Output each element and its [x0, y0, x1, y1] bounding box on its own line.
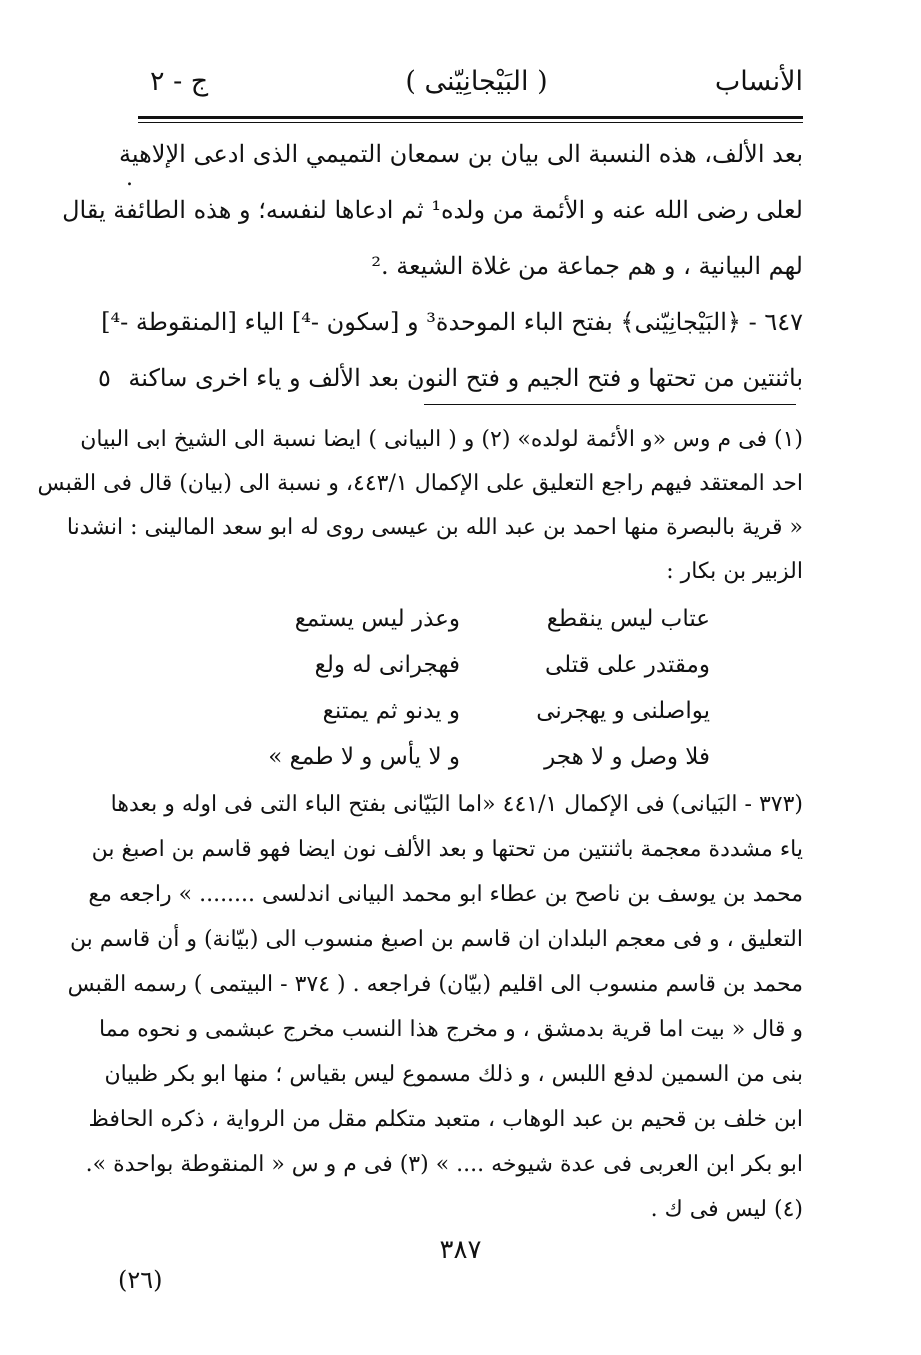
footnote-line: التعليق ، و فى معجم البلدان ان قاسم بن اصبغ منسوب الى (بيّانة) و أن قاسم بن: [69, 927, 803, 952]
poem-second-hemistich: و يدنو ثم يمتنع: [322, 698, 460, 724]
main-text: [62, 126, 803, 406]
poem-first-hemistich: ومقتدر على قتلى: [544, 652, 710, 678]
signature-mark: (٢٦): [118, 1266, 163, 1294]
header-rule-thick: [138, 116, 803, 119]
poem-verse: [240, 642, 710, 688]
header-volume: ج - ٢: [150, 66, 209, 97]
footnotes-top: [37, 418, 803, 594]
footnote-line: محمد بن قاسم منسوب الى اقليم (بيّان) فراجعه . ( ٣٧٤ - البيتمى ) رسمه القبس: [67, 972, 803, 997]
footnote-line: « قرية بالبصرة منها احمد بن عبد الله بن عيسى روى له ابو سعد المالينى : انشدنا: [66, 515, 803, 540]
poem-verse: [240, 688, 710, 734]
body-line: بعد الألف، هذه النسبة الى بيان بن سمعان التميمي الذى ادعى الإلاهية: [119, 140, 803, 168]
body-line: ٦٤٧ - ﴿البَيْجانِيّنى﴾ بفتح الباء الموحدة³ و [سكون -⁴] الياء [المنقوطة -⁴]: [101, 308, 803, 336]
footnote-line: ياء مشددة معجمة باثنتين من تحتها و بعد الألف نون ايضا فهو قاسم بن اصبغ بن: [91, 837, 803, 862]
body-line: باثنتين من تحتها و فتح الجيم و فتح النون بعد الألف و ياء اخرى ساكنة: [128, 364, 803, 392]
poem-second-hemistich: وعذر ليس يستمع: [294, 606, 460, 632]
margin-mark: .: [126, 166, 133, 191]
header-entry-title: ( البَيْجانِيّنى ): [405, 66, 548, 97]
poem-first-hemistich: عتاب ليس ينقطع: [546, 606, 710, 632]
footnote-separator: [424, 404, 796, 405]
footnote-line: (٤) ليس فى ك .: [650, 1197, 803, 1222]
footnote-line: ابو بكر ابن العربى فى عدة شيوخه .... » (٣) فى م و س « المنقوطة بواحدة ».: [85, 1152, 803, 1177]
header-book-title: الأنساب: [714, 66, 803, 97]
poem-second-hemistich: فهجرانى له ولع: [314, 652, 460, 678]
footnote-line: احد المعتقد فيهم راجع التعليق على الإكمال ٤٤٣/١، و نسبة الى (بيان) قال فى القبس: [37, 471, 803, 496]
body-line: لهم البيانية ، و هم جماعة من غلاة الشيعة .²: [371, 252, 803, 280]
footnote-line: محمد بن يوسف بن ناصح بن عطاء ابو محمد البيانى اندلسى ........ » راجعه مع: [88, 882, 803, 907]
poem-second-hemistich: و لا يأس و لا طمع »: [268, 744, 460, 770]
body-line: لعلى رضى الله عنه و الأئمة من ولده¹ ثم ادعاها لنفسه؛ و هذه الطائفة يقال: [62, 196, 803, 224]
header-rule-thin: [138, 122, 803, 123]
poem-first-hemistich: يواصلنى و يهجرنى: [536, 698, 710, 724]
footnote-line: (٣٧٣ - البَيانى) فى الإكمال ٤٤١/١ «اما البَيّانى بفتح الباء التى فى اوله و بعدها: [110, 792, 803, 817]
poem-verse: [240, 734, 710, 780]
footnote-line: بنى من السمين لدفع اللبس ، و ذلك مسموع ليس بقياس ؛ منها ابو بكر ظبيان: [104, 1062, 803, 1087]
poem-verse: [240, 596, 710, 642]
page-number: ٣٨٧: [439, 1235, 482, 1265]
footnote-line: (١) فى م وس «و الأئمة لولده» (٢) و ( البيانى ) ايضا نسبة الى الشيخ ابى البيان: [80, 427, 803, 452]
poem-first-hemistich: فلا وصل و لا هجر: [544, 744, 710, 770]
footnote-line: الزبير بن بكار :: [666, 559, 803, 584]
footnotes-bottom: [67, 782, 803, 1232]
footnote-line: و قال « بيت اما قرية بدمشق ، و مخرج هذا النسب مخرج عبشمى و نحوه مما: [99, 1017, 803, 1042]
page-header: [150, 62, 803, 106]
poem: [240, 596, 710, 780]
footnote-line: ابن خلف بن قحيم بن عبد الوهاب ، متعبد متكلم مقل من الرواية ، ذكره الحافظ: [88, 1107, 803, 1132]
line-number: ٥: [98, 364, 111, 392]
